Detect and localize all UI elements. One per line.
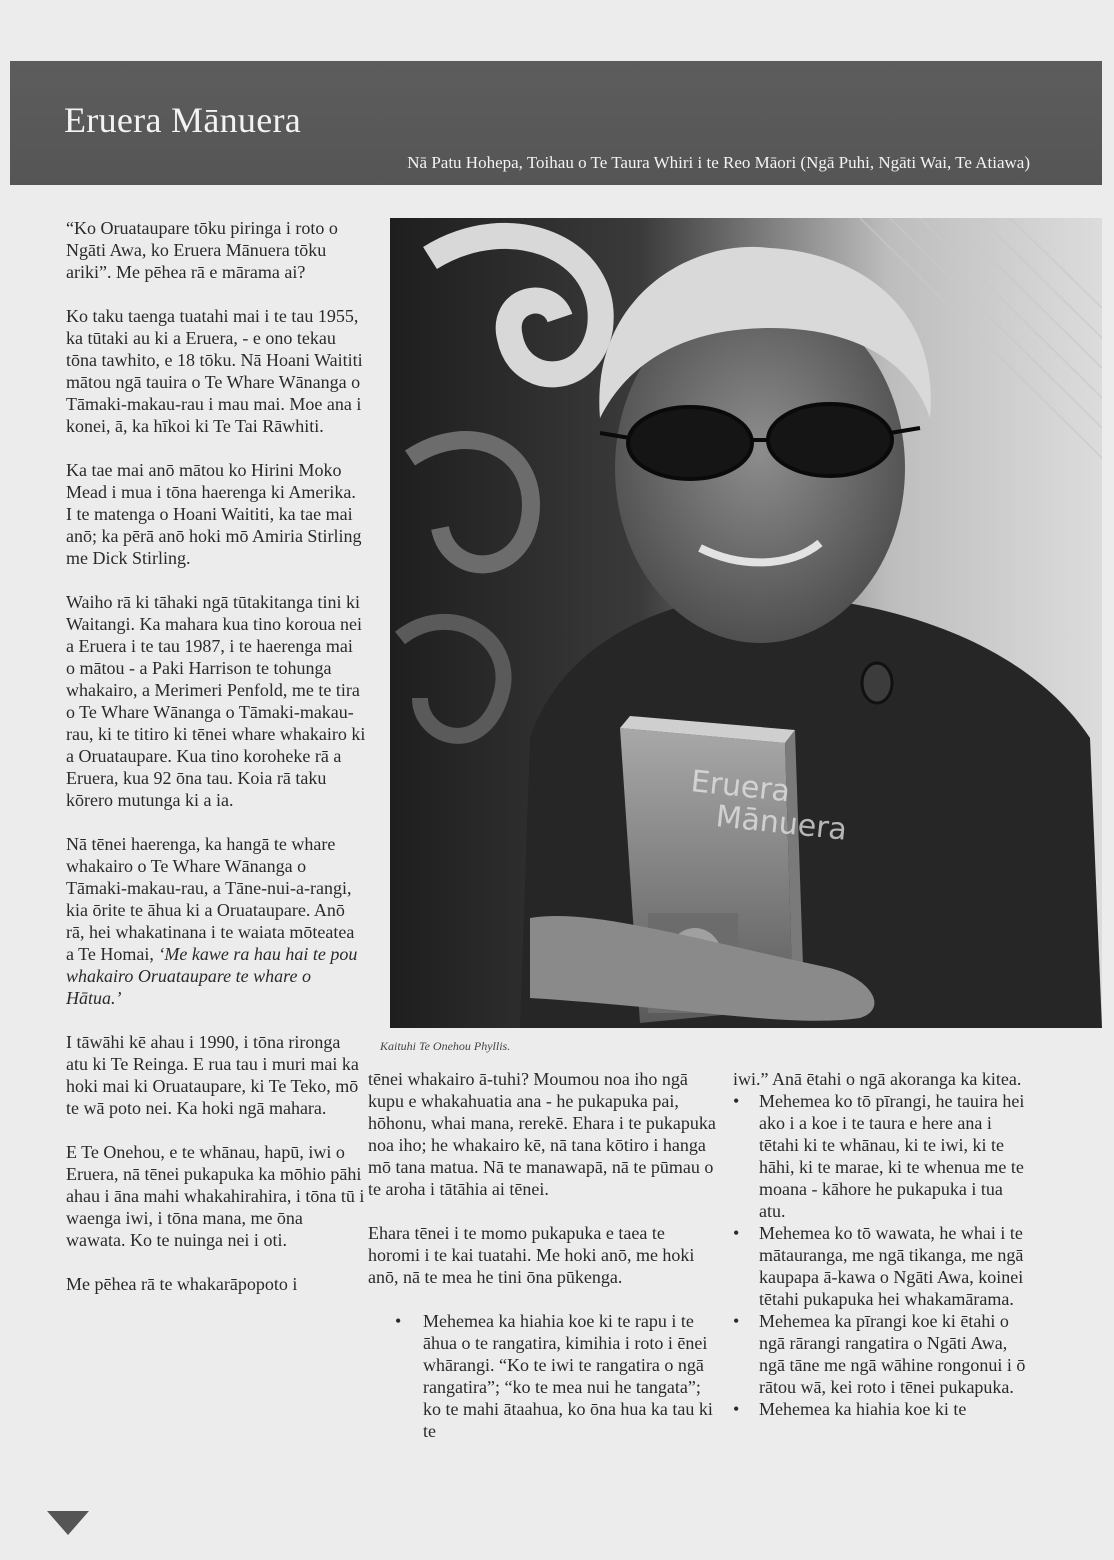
paragraph: Waiho rā ki tāhaki ngā tūtakitanga tini ki Waitangi. Ka mahara kua tino koroua nei a Eruera i te tau 1987, i te haerenga mai o mātou - a Paki Harrison te tohunga whakairo, a Merimeri Penfold, me te tira o Te Whare Wānanga o Tāmaki-makau-rau, ki te titiro ki tēnei whare whakairo ki a Oruataupare. Kua tino koroheke rā a Eruera, kua 92 ōna tau. Koia rā taku kōrero mutunga ki a ia. [66, 592, 366, 810]
author-byline: Nā Patu Hohepa, Toihau o Te Taura Whiri i te Reo Māori (Ngā Puhi, Ngāti Wai, Te Atiawa) [407, 153, 1030, 172]
book-title-line1: Eruera [689, 764, 792, 810]
photo-caption: Kaituhi Te Onehou Phyllis. [380, 1039, 511, 1053]
paragraph: I tāwāhi kē ahau i 1990, i tōna rironga atu ki Te Reinga. E rua tau i muri mai ka hoki mai ki Oruataupare, ki Te Teko, mō te wā poto nei. Ka hoki ngā mahara. [66, 1032, 359, 1118]
song-quote: ‘Me kawe ra hau hai te pou whakairo Oruataupare te whare o Hātua.’ [66, 944, 358, 1008]
page-number: 6 [63, 1511, 68, 1522]
paragraph: Ko taku taenga tuatahi mai i te tau 1955, ka tūtaki au ki a Eruera, - e ono tekau tōna tawhito, e 18 tōku. Nā Hoani Waititi mātou ngā tauira o Te Whare Wānanga o Tāmaki-makau-rau i mau mai. Moe ana i konei, ā, ka hīkoi ki Te Tai Rāwhiti. [66, 306, 363, 436]
paragraph [66, 833, 366, 1009]
bullet-list [733, 1090, 1033, 1420]
portrait-photo [390, 218, 1102, 1028]
paragraph-text: Nā tēnei haerenga, ka hangā te whare whakairo o Te Whare Wānanga o Tāmaki-makau-rau, a Tāne-nui-a-rangi, kia ōrite te āhua ki a Oruataupare. Anō rā, hei whakatinana i te waiata mōteatea a Te Homai, [66, 834, 355, 964]
text-column-right [733, 1068, 1033, 1420]
header-banner [10, 61, 1102, 185]
paragraph: Ka tae mai anō mātou ko Hirini Moko Mead i mua i tōna haerenga ki Amerika. I te matenga o Hoani Waititi, ka tae mai anō; ka pērā anō hoki mō Amiria Stirling me Dick Stirling. [66, 460, 362, 568]
photo-illustration [390, 218, 1102, 1028]
list-item: • Mehemea ka pīrangi koe ki ētahi o ngā rārangi rangatira o Ngāti Awa, ngā tāne me ngā wāhine rongonui i ō rātou wā, kei roto i tēnei pukapuka. [733, 1310, 1033, 1398]
list-item: • Mehemea ka hiahia koe ki te [733, 1398, 1033, 1420]
triangle-icon [47, 1511, 89, 1537]
list-item: • Mehemea ko tō pīrangi, he tauira hei ako i a koe i te taura e here ana i tētahi ki te whānau, ki te iwi, ki te hāhi, ki te marae, ki te whenua me te moana - kāhore he pukapuka i tua atu. [733, 1090, 1033, 1222]
paragraph: tēnei whakairo ā-tuhi? Moumou noa iho ngā kupu e whakahuatia ana - he pukapuka pai, hōhonu, whai mana, rerekē. Ehara i te pukapuka noa iho; he whakairo kē, nā tana kōtiro i hanga mō tana matua. Nā te manawapā, nā te pūmau o te aroha i tātāhia ai tēnei. [368, 1069, 716, 1199]
bullet-list [368, 1310, 718, 1442]
list-item: • Mehemea ka hiahia koe ki te rapu i te āhua o te rangatira, kimihia i roto i ēnei whārangi. “Ko te iwi te rangatira o ngā rangatira”; “ko te mea nui he tangata”; ko te mahi ātaahua, ko ōna hua ka tau ki te [368, 1310, 718, 1442]
book-title-line2: Mānuera [714, 799, 849, 848]
page-title: Eruera Mānuera [64, 100, 302, 140]
paragraph: “Ko Oruataupare tōku piringa i roto o Ngāti Awa, ko Eruera Mānuera tōku ariki”. Me pēhea rā e mārama ai? [66, 218, 338, 282]
text-column-middle [368, 1068, 718, 1442]
page-number-marker [47, 1511, 89, 1537]
paragraph: Me pēhea rā te whakarāpopoto i [66, 1274, 298, 1294]
list-item: • Mehemea ko tō wawata, he whai i te mātauranga, me ngā tikanga, me ngā kaupapa ā-kawa o Ngāti Awa, koinei tētahi pukapuka hei whakamārama. [733, 1222, 1033, 1310]
paragraph: Ehara tēnei i te momo pukapuka e taea te horomi i te kai tuatahi. Me hoki anō, me hoki anō, nā te mea he tini ōna pūkenga. [368, 1223, 695, 1287]
paragraph: E Te Onehou, e te whānau, hapū, iwi o Eruera, nā tēnei pukapuka ka mōhio pāhi ahau i āna mahi whakahirahira, i tōna tū i waenga iwi, i tōna mana, me ōna wawata. Ko te nuinga nei i oti. [66, 1142, 365, 1250]
text-column-left [66, 217, 366, 1317]
paragraph: iwi.” Anā ētahi o ngā akoranga ka kitea. [733, 1069, 1022, 1089]
